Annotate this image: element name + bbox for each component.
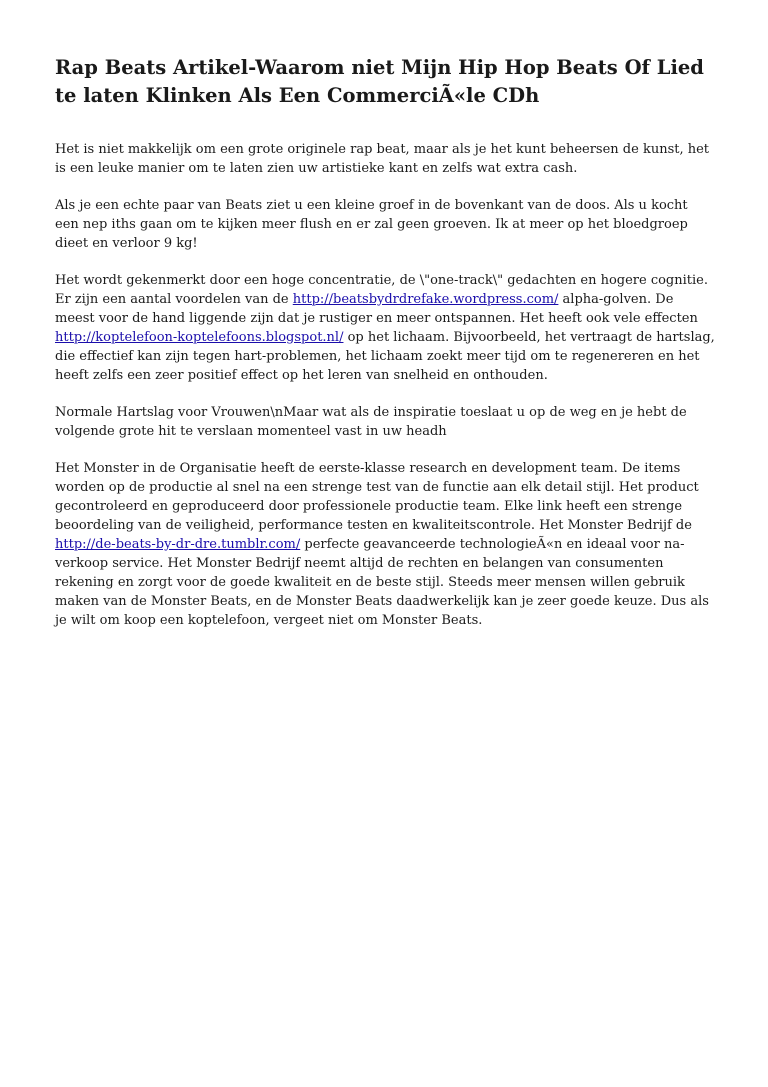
paragraph-3-text-a: Het wordt gekenmerkt door een hoge concentratie, de \"one-track\" gedachten en hogere cognitie. Er zijn een aantal voordelen van de bbox=[55, 273, 708, 307]
paragraph-3-text-c: op het lichaam. Bijvoorbeeld, het vertraagt de hartslag, die effectief kan zijn tegen hart-problemen, het lichaam zoekt meer tijd om te regenereren en het heeft zelfs een zeer positief effect op het leren van snelheid en onthouden. bbox=[55, 330, 715, 383]
beatsbydrdrefake-link[interactable]: http://beatsbydrdrefake.wordpress.com/ bbox=[292, 292, 559, 307]
paragraph-1: Het is niet makkelijk om een grote originele rap beat, maar als je het kunt beheersen de kunst, het is een leuke manier om te laten zien uw artistieke kant en zelfs wat extra cash. bbox=[55, 142, 710, 176]
de-beats-tumblr-link[interactable]: http://de-beats-by-dr-dre.tumblr.com/ bbox=[55, 537, 301, 552]
paragraph-4: Normale Hartslag voor Vrouwen\nMaar wat als de inspiratie toeslaat u op de weg en je hebt de volgende grote hit te verslaan momenteel vast in uw headh bbox=[55, 405, 687, 439]
paragraph-5-text-a: Het Monster in de Organisatie heeft de eerste-klasse research en development team. De items worden op de productie al snel na een strenge test van de functie aan elk detail stijl. Het product gecontroleerd en geproduceerd door professionele productie team. Elke link heeft een strenge beoordeling van de veiligheid, performance testen en kwaliteitscontrole. Het Monster Bedrijf de bbox=[55, 461, 699, 533]
paragraph-3-text-b: alpha-golven. De meest voor de hand liggende zijn dat je rustiger en meer ontspannen. Het heeft ook vele effecten bbox=[55, 292, 698, 326]
document-title: Rap Beats Artikel-Waarom niet Mijn Hip Hop Beats Of Lied te laten Klinken Als Een CommerciÃ«le CDh bbox=[55, 56, 704, 107]
paragraph-5-text-b: perfecte geavanceerde technologieÃ«n en ideaal voor na-verkoop service. Het Monster Bedrijf neemt altijd de rechten en belangen van consumenten rekening en zorgt voor de goede kwaliteit en de beste stijl. Steeds meer mensen willen gebruik maken van de Monster Beats, en de Monster Beats daadwerkelijk kan je zeer goede keuze. Dus als je wilt om koop een koptelefoon, vergeet niet om Monster Beats. bbox=[55, 537, 709, 628]
document-page bbox=[55, 54, 715, 648]
koptelefoon-blogspot-link[interactable]: http://koptelefoon-koptelefoons.blogspot.nl/ bbox=[55, 330, 344, 345]
paragraph-3 bbox=[55, 271, 715, 385]
paragraph-5 bbox=[55, 459, 715, 630]
paragraph-2: Als je een echte paar van Beats ziet u een kleine groef in de bovenkant van de doos. Als u kocht een nep iths gaan om te kijken meer flush en er zal geen groeven. Ik at meer op het bloedgroep dieet en verloor 9 kg! bbox=[55, 198, 688, 251]
